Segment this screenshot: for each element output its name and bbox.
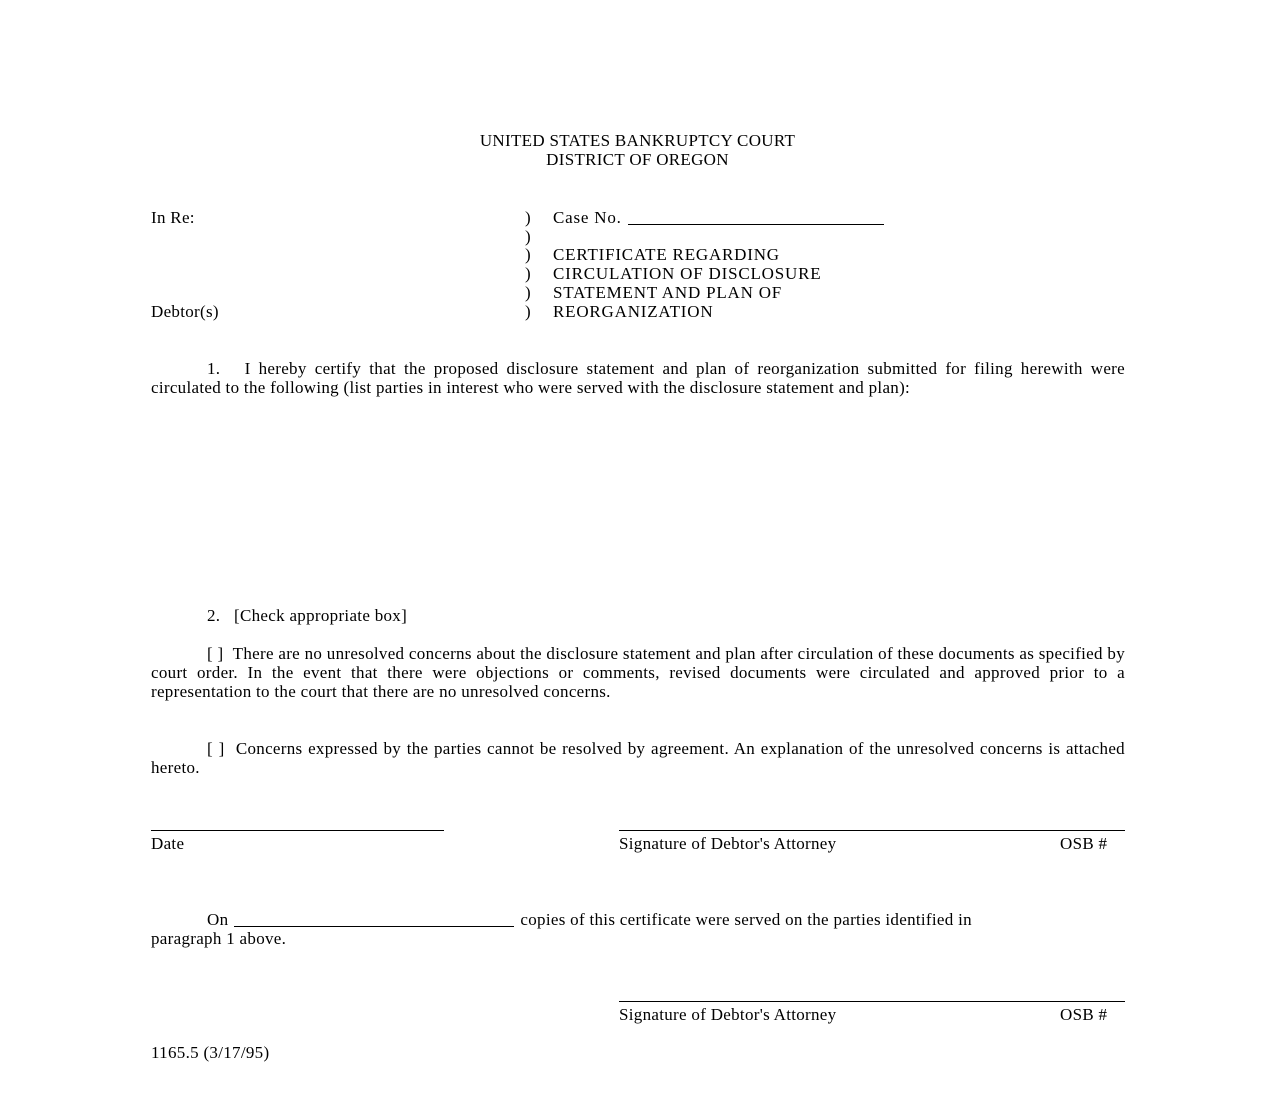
- caption-paren: ): [525, 245, 531, 264]
- document-title-line: CIRCULATION OF DISCLOSURE: [553, 264, 822, 283]
- service-on-label: On: [207, 910, 229, 929]
- option2-checkbox[interactable]: [ ]: [207, 739, 225, 758]
- option1-text: There are no unresolved concerns about the disclosure statement and plan after circulation of these documents as specified by court order. In the event that there were objections or comments, revised documents were circulated and approved prior to a representation to the court that there are no unresolved concerns.: [151, 644, 1125, 701]
- option1-paragraph: [151, 644, 1125, 701]
- court-name: UNITED STATES BANKRUPTCY COURT: [479, 131, 796, 150]
- in-re-label: In Re:: [151, 208, 195, 227]
- item1-number: 1.: [207, 359, 221, 378]
- item2-heading-text: [Check appropriate box]: [234, 606, 408, 625]
- signature-line[interactable]: [619, 830, 1125, 831]
- option2-text: Concerns expressed by the parties cannot be resolved by agreement. An explanation of the unresolved concerns is attached hereto.: [151, 739, 1125, 777]
- option2-paragraph: [151, 739, 1125, 777]
- service-text-continued: paragraph 1 above.: [151, 929, 287, 948]
- case-number-blank[interactable]: [628, 223, 884, 225]
- service-date-blank[interactable]: [234, 925, 514, 927]
- signature-label: Signature of Debtor's Attorney: [619, 1005, 837, 1024]
- item1-paragraph: [151, 359, 1125, 397]
- signature-label: Signature of Debtor's Attorney: [619, 834, 837, 853]
- form-number: 1165.5 (3/17/95): [151, 1043, 270, 1062]
- document-title-line: CERTIFICATE REGARDING: [553, 245, 780, 264]
- caption-paren: ): [525, 283, 531, 302]
- item2-number: 2.: [207, 606, 221, 625]
- document-title-line: STATEMENT AND PLAN OF: [553, 283, 783, 302]
- osb-label: OSB #: [1060, 834, 1108, 853]
- caption-paren: ): [525, 302, 531, 321]
- debtor-label: Debtor(s): [151, 302, 219, 321]
- service-text: copies of this certificate were served on the parties identified in: [520, 910, 972, 929]
- document-title-line: REORGANIZATION: [553, 302, 714, 321]
- service-line: [207, 910, 1125, 929]
- case-number-field[interactable]: [553, 208, 884, 227]
- item2-heading: [207, 606, 407, 625]
- caption-paren: ): [525, 208, 531, 227]
- case-number-label: Case No.: [553, 208, 622, 227]
- signature-line[interactable]: [619, 1001, 1125, 1002]
- option1-checkbox[interactable]: [ ]: [207, 644, 224, 663]
- date-label: Date: [151, 834, 185, 853]
- caption-paren: ): [525, 264, 531, 283]
- item1-text: I hereby certify that the proposed disclosure statement and plan of reorganization submitted for filing herewith were circulated to the following (list parties in interest who were served with the disclosure statement and plan):: [151, 359, 1125, 397]
- osb-label: OSB #: [1060, 1005, 1108, 1024]
- district-name: DISTRICT OF OREGON: [546, 150, 729, 169]
- caption-paren: ): [525, 227, 531, 246]
- date-line[interactable]: [151, 830, 444, 831]
